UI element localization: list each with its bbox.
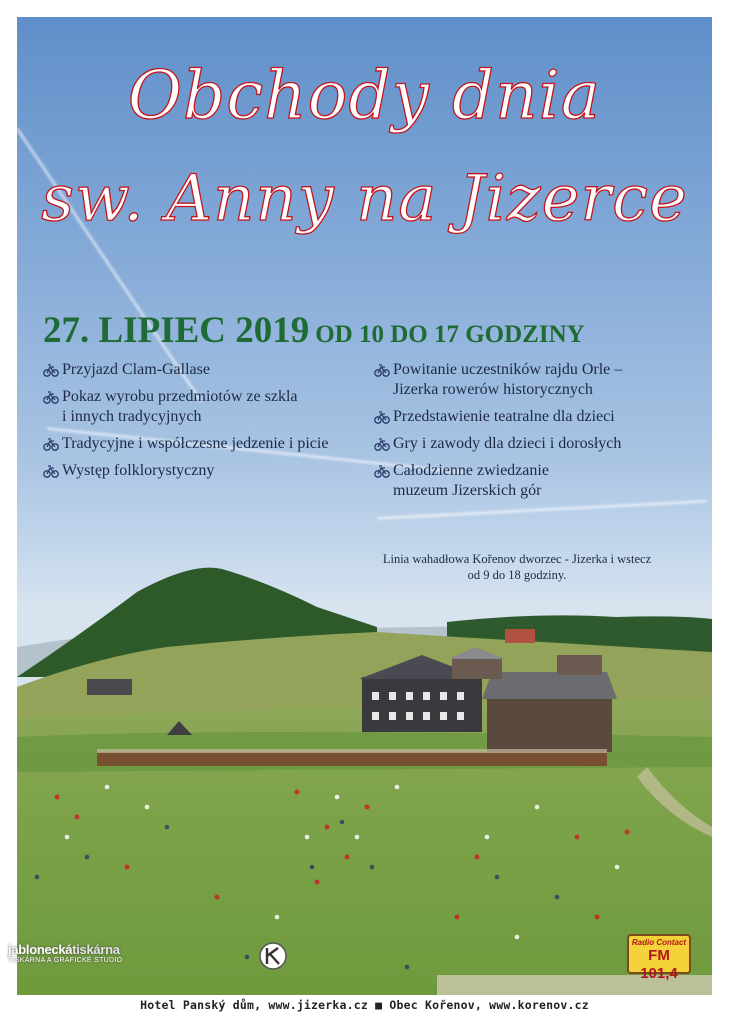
date-main: 27. LIPIEC 2019	[43, 310, 310, 351]
bicycle-icon	[374, 437, 390, 451]
bicycle-icon	[374, 363, 390, 377]
event-text: Tradycyjne i współczesne jedzenie i picie	[62, 435, 329, 452]
event-text: Gry i zawody dla dzieci i dorosłych	[393, 435, 622, 452]
event-item	[374, 407, 694, 427]
event-text: Przyjazd Clam-Gallase	[62, 361, 210, 378]
radio-name: Radio Contact	[631, 938, 687, 947]
bicycle-icon	[43, 464, 59, 478]
event-item	[43, 360, 373, 380]
bicycle-icon	[374, 410, 390, 424]
korenov-logo-icon	[258, 941, 288, 971]
event-text: Przedstawienie teatralne dla dzieci	[393, 408, 615, 425]
event-text: Pokaz wyrobu przedmiotów ze szkla	[62, 388, 298, 405]
date-hours: OD 10 DO 17 GODZINY	[315, 321, 585, 348]
event-text: Całodzienne zwiedzanie	[393, 462, 549, 479]
event-item	[374, 434, 694, 454]
printer-logo	[8, 942, 126, 964]
events-left-column	[43, 360, 373, 488]
printer-name-part2: tiskárna	[72, 942, 120, 957]
title-line-2: sw. Anny na Jizerce	[41, 162, 688, 236]
shuttle-line-1: Linia wahadłowa Kořenov dworzec - Jizerka i wstecz	[382, 552, 652, 566]
event-item	[43, 434, 373, 454]
events-right-column	[374, 360, 694, 508]
title-line-1: Obchody dnia	[127, 57, 602, 134]
event-text: muzeum Jizerskich gór	[393, 482, 542, 499]
shuttle-line-2: od 9 do 18 godziny.	[467, 568, 567, 582]
radio-contact-badge	[627, 934, 691, 982]
event-text: Jizerka rowerów historycznych	[393, 381, 593, 398]
event-item	[374, 360, 694, 400]
event-text: Występ folklorystyczny	[62, 462, 215, 479]
bicycle-icon	[43, 437, 59, 451]
event-text: Powitanie uczestników rajdu Orle –	[393, 361, 623, 378]
bicycle-icon	[374, 464, 390, 478]
printer-name-part1: jablonecká	[8, 942, 73, 957]
landscape-photo	[17, 537, 712, 995]
event-item	[374, 461, 694, 501]
event-date	[43, 309, 585, 352]
poster	[17, 17, 712, 995]
event-item	[43, 461, 373, 481]
bicycle-icon	[43, 390, 59, 404]
event-text: i innych tradycyjnych	[62, 408, 202, 425]
event-item	[43, 387, 373, 427]
bicycle-icon	[43, 363, 59, 377]
printer-subtitle: TISKÁRNA A GRAFICKÉ STUDIO	[8, 957, 123, 964]
radio-frequency: FM 101,4	[640, 947, 678, 982]
footer-contacts: Hotel Panský dům, www.jizerka.cz ■ Obec Kořenov, www.korenov.cz	[140, 998, 589, 1012]
